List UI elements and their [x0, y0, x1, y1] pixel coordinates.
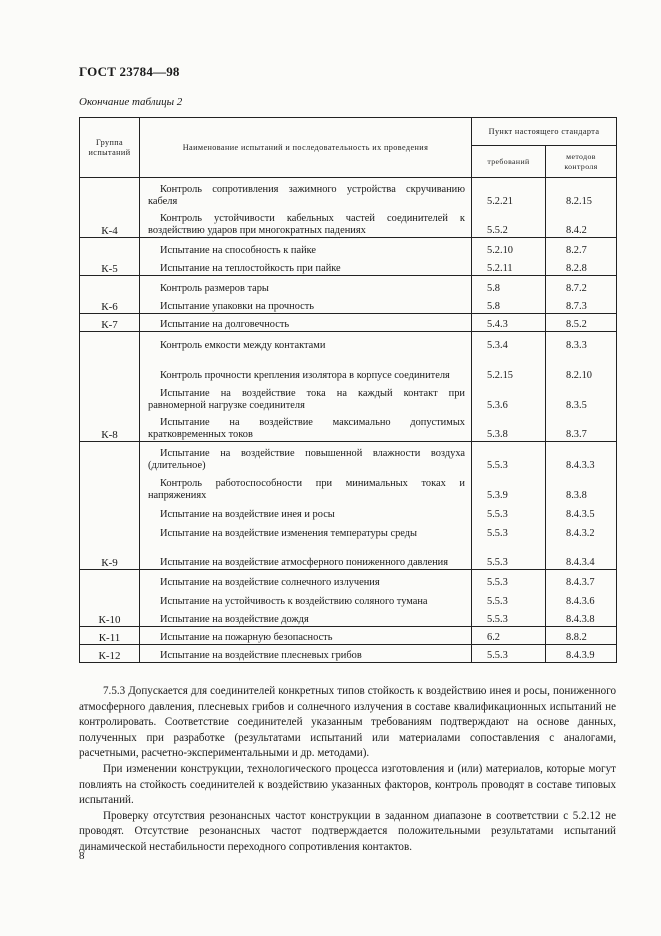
- test-name: Контроль работоспособности при минимальных токах и напряжениях: [140, 472, 472, 502]
- table-row: [80, 412, 617, 442]
- method-ref: 8.4.3.5: [546, 502, 617, 521]
- header-requirements: требований: [472, 146, 546, 178]
- method-ref: 8.4.3.2: [546, 521, 617, 540]
- requirement-ref: 5.5.3: [472, 502, 546, 521]
- requirement-ref: 5.5.3: [472, 540, 546, 570]
- method-ref: 8.7.2: [546, 276, 617, 295]
- test-name: Контроль емкости между контактами: [140, 332, 472, 352]
- test-name: Контроль прочности крепления изолятора в корпусе соединителя: [140, 352, 472, 382]
- table-row: [80, 570, 617, 589]
- table-row: [80, 608, 617, 627]
- group-code: К-6: [80, 276, 140, 314]
- requirement-ref: 5.5.3: [472, 570, 546, 589]
- test-name: Контроль сопротивления зажимного устройства скручиванию кабеля: [140, 178, 472, 208]
- group-code: К-8: [80, 332, 140, 442]
- requirement-ref: 5.5.3: [472, 589, 546, 608]
- table-group: [80, 238, 617, 276]
- method-ref: 8.4.3.3: [546, 442, 617, 472]
- header-group: Группа испытаний: [80, 118, 140, 178]
- table-group: [80, 570, 617, 627]
- paragraph: Проверку отсутствия резонансных частот конструкции в заданном диапазоне в соответствии с 5.2.12 не проводят. Отсутствие резонансных частот подтверждается положительными результатами испытаний динамической нестабильности переходного сопротивления контактов.: [79, 809, 616, 853]
- test-name: Испытание на воздействие атмосферного пониженного давления: [140, 540, 472, 570]
- group-code: К-5: [80, 238, 140, 276]
- method-ref: 8.2.15: [546, 178, 617, 208]
- requirement-ref: 5.3.4: [472, 332, 546, 352]
- test-name: Испытание на устойчивость к воздействию соляного тумана: [140, 589, 472, 608]
- method-ref: 8.8.2: [546, 627, 617, 645]
- table-row: [80, 352, 617, 382]
- table-group: [80, 178, 617, 238]
- test-name: Испытание на воздействие максимально допустимых кратковременных токов: [140, 412, 472, 442]
- body-text: [79, 684, 616, 856]
- table-row: [80, 502, 617, 521]
- table-row: [80, 540, 617, 570]
- test-name: Испытание на воздействие тока на каждый контакт при равномерной нагрузке соединителя: [140, 382, 472, 412]
- table-row: [80, 295, 617, 314]
- table-header: [80, 118, 617, 178]
- group-code: К-7: [80, 314, 140, 332]
- table-row: [80, 314, 617, 332]
- table-group: [80, 627, 617, 645]
- requirement-ref: 5.8: [472, 276, 546, 295]
- table-row: [80, 382, 617, 412]
- test-name: Испытание на воздействие дождя: [140, 608, 472, 627]
- requirement-ref: 5.5.3: [472, 442, 546, 472]
- header-methods: методов контроля: [546, 146, 617, 178]
- table-group: [80, 314, 617, 332]
- group-code: К-4: [80, 178, 140, 238]
- method-ref: 8.4.3.4: [546, 540, 617, 570]
- requirement-ref: 5.3.6: [472, 382, 546, 412]
- paragraph: При изменении конструкции, технологического процесса изготовления и (или) материалов, которые могут повлиять на стойкость соединителей к воздействию указанных факторов, контроль проводят в составе типовых испытаний.: [79, 762, 616, 807]
- requirement-ref: 5.3.8: [472, 412, 546, 442]
- requirement-ref: 5.5.3: [472, 608, 546, 627]
- method-ref: 8.4.2: [546, 208, 617, 238]
- method-ref: 8.2.8: [546, 257, 617, 276]
- test-name: Испытание на воздействие солнечного излучения: [140, 570, 472, 589]
- method-ref: 8.4.3.9: [546, 645, 617, 663]
- page-number: 8: [79, 850, 85, 862]
- table-row: [80, 178, 617, 208]
- table-row: [80, 645, 617, 663]
- table-row: [80, 472, 617, 502]
- table-row: [80, 589, 617, 608]
- requirement-ref: 5.5.2: [472, 208, 546, 238]
- method-ref: 8.5.2: [546, 314, 617, 332]
- header-name: Наименование испытаний и последовательность их проведения: [140, 118, 472, 178]
- table-row: [80, 332, 617, 352]
- test-name: Испытание на долговечность: [140, 314, 472, 332]
- test-name: Контроль размеров тары: [140, 276, 472, 295]
- test-name: Контроль устойчивости кабельных частей соединителей к воздействию ударов при многократных падениях: [140, 208, 472, 238]
- test-name: Испытание на воздействие плесневых грибов: [140, 645, 472, 663]
- group-code: К-9: [80, 442, 140, 570]
- requirement-ref: 5.4.3: [472, 314, 546, 332]
- header-point: Пункт настоящего стандарта: [472, 118, 617, 146]
- test-name: Испытание на воздействие изменения температуры среды: [140, 521, 472, 540]
- requirement-ref: 5.2.10: [472, 238, 546, 257]
- group-code: К-10: [80, 570, 140, 627]
- group-code: К-11: [80, 627, 140, 645]
- paragraph: 7.5.3 Допускается для соединителей конкретных типов стойкость к воздействию инея и росы, пониженного атмосферного давления, плесневых грибов и солнечного излучения в составе квалификационных испытаний не контролировать. Соответствие соединителей указанным требованиям подтверждают на основе данных, полученных при разработке (результатами испытаний или материалами сопоставления с аналогами, расчетными, расчетно-экспериментальными и др. методами).: [79, 685, 616, 760]
- table-row: [80, 442, 617, 472]
- table-row: [80, 521, 617, 540]
- test-name: Испытание на воздействие повышенной влажности воздуха (длительное): [140, 442, 472, 472]
- method-ref: 8.3.8: [546, 472, 617, 502]
- test-name: Испытание на способность к пайке: [140, 238, 472, 257]
- table-row: [80, 276, 617, 295]
- method-ref: 8.2.10: [546, 352, 617, 382]
- method-ref: 8.3.5: [546, 382, 617, 412]
- table-row: [80, 627, 617, 645]
- method-ref: 8.7.3: [546, 295, 617, 314]
- method-ref: 8.4.3.8: [546, 608, 617, 627]
- method-ref: 8.2.7: [546, 238, 617, 257]
- method-ref: 8.3.3: [546, 332, 617, 352]
- test-name: Испытание на пожарную безопасность: [140, 627, 472, 645]
- table-group: [80, 645, 617, 663]
- method-ref: 8.4.3.6: [546, 589, 617, 608]
- method-ref: 8.4.3.7: [546, 570, 617, 589]
- table-row: [80, 257, 617, 276]
- table-row: [80, 238, 617, 257]
- table-group: [80, 276, 617, 314]
- requirement-ref: 5.2.15: [472, 352, 546, 382]
- table-row: [80, 208, 617, 238]
- requirement-ref: 5.3.9: [472, 472, 546, 502]
- test-name: Испытание упаковки на прочность: [140, 295, 472, 314]
- test-table: [79, 117, 617, 663]
- group-code: К-12: [80, 645, 140, 663]
- test-name: Испытание на воздействие инея и росы: [140, 502, 472, 521]
- table-group: [80, 332, 617, 442]
- requirement-ref: 5.2.21: [472, 178, 546, 208]
- requirement-ref: 5.2.11: [472, 257, 546, 276]
- requirement-ref: 5.5.3: [472, 521, 546, 540]
- requirement-ref: 5.5.3: [472, 645, 546, 663]
- test-name: Испытание на теплостойкость при пайке: [140, 257, 472, 276]
- requirement-ref: 6.2: [472, 627, 546, 645]
- document-id: ГОСТ 23784—98: [79, 64, 180, 79]
- requirement-ref: 5.8: [472, 295, 546, 314]
- table-caption: Окончание таблицы 2: [79, 96, 183, 108]
- table-group: [80, 442, 617, 570]
- method-ref: 8.3.7: [546, 412, 617, 442]
